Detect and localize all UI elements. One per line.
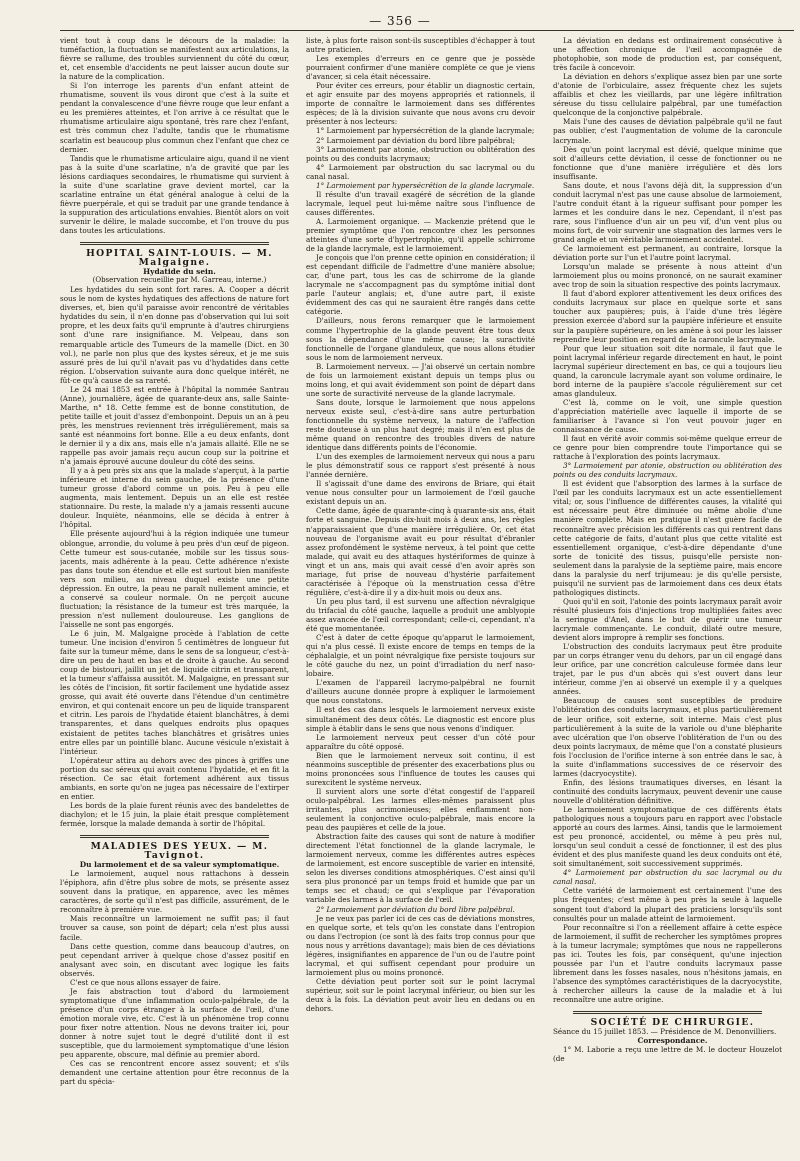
- paragraph: Ce larmoiement est permanent, au contraire, lorsque la déviation porte sur l'un et l'autre point lacrymal.: [553, 244, 782, 263]
- paragraph: L'examen de l'appareil lacrymo-palpébral ne fournit d'ailleurs aucune donnée propre à expliquer le larmoiement que nous constatons.: [306, 678, 535, 706]
- column-2: [306, 36, 535, 1148]
- subsection-heading: 3° Larmoiement par atonie, obstruction ou oblitération des points ou des conduits lacrymaux.: [553, 461, 782, 480]
- paragraph: Bien que le larmoiement nerveux soit continu, il est néanmoins susceptible de présenter des exacerbations plus ou moins prononcées sous l'influence de toutes les causes qui surexcitent le système nerveux.: [306, 750, 535, 787]
- section-divider: [80, 835, 269, 838]
- paragraph: Je conçois que l'on prenne cette opinion en considération; il est cependant difficile de l'admettre d'une manière absolue; car, d'une part, tous les cas de schirrome de la glande lacrymale ne s'accompagnent pas du symptôme initial dont parle l'auteur anglais; et, d'une autre part, il existe évidemment des cas qui ne sauraient être rangés dans cette catégorie.: [306, 253, 535, 317]
- list-item: 4° Larmoiement par obstruction du sac lacrymal ou du canal nasal.: [306, 162, 535, 181]
- paragraph: Pour éviter ces erreurs, pour établir un diagnostic certain, et agir ensuite par des moyens appropriés et rationnels, il importe de connaître le larmoiement dans ses différentes espèces; de là la division suivante que nous avons cru devoir présenter à nos lecteurs:: [306, 81, 535, 127]
- section-subtitle-larmoiement: Du larmoiement et de sa valeur symptomatique.: [79, 860, 280, 870]
- page-header: [0, 14, 800, 30]
- paragraph: Sans doute, lorsque le larmoiement que nous appelons nerveux existe seul, c'est-à-dire sans autre perturbation fonctionnelle du système nerveux, la nature de l'affection reste douteuse à un plus haut degré; mais il n'en est plus de même quand on rencontre des troubles divers de nature identique dans différents points de l'économie.: [306, 397, 535, 453]
- paragraph: Pour que leur situation soit dite normale, il faut que le point lacrymal inférieur regarde directement en haut, le point lacrymal supérieur directement en bas, ce qui a toujours lieu quand, la caroncule lacrymale ayant son volume ordinaire, le bord interne de la paupière s'accole régulièrement sur cet amas glanduleux.: [553, 343, 782, 398]
- section-title-hospital: HOPITAL SAINT-LOUIS. — M. Malgaigne.: [86, 248, 273, 269]
- paragraph: Si l'on interroge les parents d'un enfant atteint de rhumatisme, souvent ils vous diront que c'est à la suite et pendant la convalescence d'une fièvre rouge que leur enfant a eu les premières atteintes, et l'on arrive à ce résultat que le rhumatisme articulaire aigu spontané, très rare chez l'enfant, est très commun chez l'adulte, tandis que le rhumatisme scarlatin est beaucoup plus commun chez l'enfant que chez ce dernier.: [60, 81, 289, 154]
- paragraph: L'un des exemples de larmoiement nerveux qui nous a paru le plus démonstratif sous ce rapport s'est présenté à nous l'année dernière.: [306, 452, 535, 480]
- paragraph: Dans cette question, comme dans beaucoup d'autres, on peut cependant arriver à quelque chose d'assez positif en analysant avec soin, en discutant avec logique les faits observés.: [60, 941, 289, 978]
- paragraph: vient tout à coup dans le décours de la maladie: la tuméfaction, la fluctuation se manifestent aux articulations, la fièvre se rallume, des troubles surviennent du côté du cœur, et, cet ensemble d'accidents ne peut laisser aucun doute sur la nature de la complication.: [60, 36, 289, 82]
- paragraph: A. Larmoiement organique. — Mackenzie prétend que le premier symptôme que l'on rencontre chez les personnes atteintes d'une sorte d'hypertrophie, qu'il appelle schirrome de la glande lacrymale, est le larmoiement.: [306, 216, 535, 254]
- paragraph: Beaucoup de causes sont susceptibles de produire l'oblitération des conduits lacrymaux, et plus particulièrement de leur orifice, soit externe, soit interne. Mais c'est plus particulièrement à la suite de la variole ou d'une blépharite avec ulcération que l'on observe l'oblitération de l'un ou des deux points lacrymaux, de même que l'on a constaté plusieurs fois l'occlusion de l'orifice interne à son entrée dans le sac, à la suite d'inflammations successives de ce réservoir des larmes (dacryocystite).: [553, 696, 782, 778]
- paragraph: 1° M. Laborie a reçu une lettre de M. le docteur Houzelot (de: [553, 1045, 782, 1064]
- paragraph: Pour reconnaître si l'on a réellement affaire à cette espèce de larmoiement, il suffit de rechercher les symptômes propres à la tumeur lacrymale; symptômes que nous ne rappellerons pas ici. Toutes les fois, par conséquent, qu'une injection poussée par l'un et l'autre conduits lacrymaux passe librement dans les fosses nasales, nous n'hésitons jamais, en l'absence des symptômes caractéristiques de la dacryocystite, à rechercher ailleurs la cause de la maladie et à lui reconnaître une autre origine.: [553, 922, 782, 1004]
- subsection-heading: 2° Larmoiement par déviation du bord libre palpébral.: [316, 904, 515, 914]
- paragraph: Mais l'une des causes de déviation palpébrale qu'il ne faut pas oublier, c'est l'augmentation de volume de la caroncule lacrymale.: [553, 117, 782, 145]
- paragraph: Je fais abstraction tout d'abord du larmoiement symptomatique d'une inflammation oculo-palpébrale, de la présence d'un corps étranger à la surface de l'œil, d'une émotion morale vive, etc. C'est là un phénomène trop connu pour fixer notre attention. Nous ne devons traiter ici, pour donner à notre sujet tout le degré d'utilité dont il est susceptible, que du larmoiement symptomatique d'une lésion peu apparente, obscure, mal définie au premier abord.: [60, 986, 289, 1060]
- paragraph: Il faut en vérité avoir commis soi-même quelque erreur de ce genre pour bien comprendre toute l'importance qui se rattache à l'exploration des points lacrymaux.: [553, 434, 782, 462]
- list-item: 3° Larmoiement par atonie, obstruction ou oblitération des points ou des conduits lacrymaux;: [306, 144, 535, 163]
- paragraph: Le larmoiement symptomatique de ces différents états pathologiques nous a toujours paru en rapport avec l'obstacle apporté au cours des larmes. Ainsi, tandis que le larmoiement est peu prononcé, accidentel, ou même à peu près nul, lorsqu'un seul conduit a cessé de fonctionner, il est des plus évident et des plus manifeste quand les deux conduits ont été, soit simultanément, soit successivement supprimés.: [553, 804, 782, 869]
- paragraph: L'obstruction des conduits lacrymaux peut être produite par un corps étranger venu du dehors, par un cil engagé dans leur orifice, par une concrétion calculeuse formée dans leur trajet, par le pus d'un abcès qui s'est ouvert dans leur intérieur, comme j'en ai observé un exemple il y a quelques années.: [553, 642, 782, 697]
- paragraph: Mais reconnaître un larmoiement ne suffit pas; il faut trouver sa cause, son point de départ; cela n'est plus aussi facile.: [60, 914, 289, 942]
- paragraph: Sans doute, et nous l'avons déjà dit, la suppression d'un conduit lacrymal n'est pas une cause absolue de larmoiement, l'autre conduit étant à la rigueur suffisant pour pomper les larmes et les conduire dans le nez. Cependant, il n'est pas rare, sous l'influence d'un air un peu vif, d'un vent plus ou moins fort, de voir survenir une stagnation des larmes vers le grand angle et un véritable larmoiement accidentel.: [553, 180, 782, 245]
- column-1: [60, 36, 289, 1148]
- paragraph: Tandis que le rhumatisme articulaire aigu, quand il ne vient pas à la suite d'une scarlatine, n'a de gravité que par les lésions cardiaques secondaires, le rhumatisme qui survient à la suite d'une scarlatine grave devient mortel, car la scarlatine entraîne un état général analogue à celui de la fièvre puerpérale, et qui se traduit par une grande tendance à la suppuration des articulations envahies. Bientôt alors on voit survenir le délire, le malade succombe, et l'on trouve du pus dans toutes les articulations.: [60, 153, 289, 235]
- paragraph: Dès qu'un point lacrymal est dévié, quelque minime que soit d'ailleurs cette déviation, il cesse de fonctionner ou ne fonctionne que d'une manière irrégulière et dès lors insuffisante.: [553, 144, 782, 181]
- paragraph: Le larmoiement, auquel nous rattachons à dessein l'épiphora, afin d'être plus sobre de mots, se présente assez souvent dans la pratique, en apparence, avec les mêmes caractères, de sorte qu'il n'est pas difficile, assurément, de le reconnaître à première vue.: [60, 869, 289, 915]
- paragraph: C'est ce que nous allons essayer de faire.: [70, 977, 221, 987]
- paragraph: Un peu plus tard, il est survenu une affection névralgique du trifacial du côté gauche, laquelle a produit une amblyopie assez avancée de l'œil correspondant; celle-ci, cependant, n'a été que momentanée.: [306, 596, 535, 634]
- paragraph: L'opérateur attira au dehors avec des pinces à griffes une portion du sac séreux qui avait contenu l'hydatide, et en fit la résection. Ce sac était fortement adhérent aux tissus ambiants, en sorte qu'on ne jugea pas nécessaire de l'extirper en entier.: [60, 755, 289, 801]
- paragraph: Les exemples d'erreurs en ce genre que je possède pourraient confirmer d'une manière complète ce que je viens d'avancer, si cela était nécessaire.: [306, 54, 535, 82]
- paragraph: C'est à dater de cette époque qu'apparut le larmoiement, qui n'a plus cessé. Il existe encore de temps en temps de la céphalalgie, et un point névralgique fixe persiste toujours sur le côté gauche du nez, un point d'irradiation du nerf naso-lobaire.: [306, 633, 535, 679]
- paragraph: D'ailleurs, nous ferons remarquer que le larmoiement comme l'hypertrophie de la glande peuvent être tous deux sous la dépendance d'une même cause; la suractivité fonctionnelle de l'organe glanduleux, que nous allons étudier sous le nom de larmoiement nerveux.: [306, 316, 535, 362]
- session-line: Séance du 15 juillet 1853. — Présidence de M. Denonvilliers.: [553, 1027, 777, 1037]
- paragraph: Il est des cas dans lesquels le larmoiement nerveux existe simultanément des deux côtés. Le diagnostic est encore plus simple à établir dans le sens que nous venons d'indiquer.: [306, 705, 535, 733]
- list-item: 2° Larmoiement par déviation du bord libre palpébral;: [316, 135, 516, 145]
- paragraph: Le larmoiement nerveux peut cesser d'un côté pour apparaître du côté opposé.: [306, 732, 535, 751]
- paragraph: Cette dame, âgée de quarante-cinq à quarante-six ans, était forte et sanguine. Depuis dix-huit mois à deux ans, les règles n'apparaissaient que d'une manière irrégulière. Or, cet état nouveau de l'organisme avait eu pour résultat d'ébranler assez profondément le système nerveux, à tel point que cette malade, qui avait eu des attaques hystériformes de quinze à vingt et un ans, mais qui avait cessé d'en avoir après son mariage, fut prise de nouveau d'hystérie parfaitement caractérisée à l'époque où la menstruation cessa d'être régulière, c'est-à-dire il y a dix-huit mois ou deux ans.: [306, 506, 535, 597]
- paragraph: Cette variété de larmoiement est certainement l'une des plus fréquentes; c'est même à peu près la seule à laquelle songent tout d'abord la plupart des praticiens lorsqu'ils sont consultés pour un malade atteint de larmoiement.: [553, 886, 782, 923]
- paragraph: Il résulte d'un travail exagéré de sécrétion de la glande lacrymale, lequel peut lui-même naître sous l'influence de causes différentes.: [306, 189, 535, 217]
- paragraph: Les hydatides du sein sont fort rares. A. Cooper a décrit sous le nom de kystes hydatiques des affections de nature fort diverses, et, bien qu'il paraisse avoir rencontré de véritables hydatides du sein, il n'en donne pas d'observation qui lui soit propre, et les deux faits qu'il emprunte à d'autres chirurgiens sont d'une rare insignifiance. M. Velpeau, dans son remarquable article des Tumeurs de la mamelle (Dict. en 30 vol.), ne parle non plus que des kystes séreux, et je me suis assuré près de lui qu'il n'avait pas vu d'hydatides dans cette région. L'observation suivante aura donc quelque intérêt, ne fût-ce qu'à cause de sa rareté.: [60, 285, 289, 385]
- observation-credit: (Observation recueillie par M. Garreau, interne.): [92, 276, 267, 285]
- paragraph: B. Larmoiement nerveux. — J'ai observé un certain nombre de fois un larmoiement existant depuis un temps plus ou moins long, et qui avait évidemment son point de départ dans une sorte de suractivité nerveuse de la glande lacrymale.: [306, 361, 535, 398]
- paragraph: Ces cas se rencontrent encore assez souvent; et s'ils demandent une certaine attention pour être reconnus de la part du spécia-: [60, 1059, 289, 1087]
- paragraph: C'est là, comme on le voit, une simple question d'appréciation matérielle avec laquelle il importe de se familiariser à l'avance si l'on veut pouvoir juger en connaissance de cause.: [553, 397, 782, 435]
- section-title-eyes: MALADIES DES YEUX. — M. Tavignot.: [90, 841, 269, 862]
- paragraph: Le 24 mai 1853 est entrée à l'hôpital la nommée Santrau (Anne), journalière, âgée de quarante-deux ans, salle Sainte-Marthe, n° 18. Cette femme est de bonne constitution, de petite taille et jouit d'assez d'embonpoint. Depuis un an à peu près, les menstrues reviennent très irrégulièrement, mais sa santé est néanmoins fort bonne. Elle a eu deux enfants, dont le dernier il y a dix ans, mais elle n'a jamais allaité. Elle ne se rappelle pas avoir jamais reçu aucun coup sur la poitrine et n'a jamais éprouvé aucune douleur du côté des seins.: [60, 384, 289, 467]
- subsection-heading: 4° Larmoiement par obstruction du sac lacrymal ou du canal nasal.: [553, 868, 782, 887]
- section-title-society: SOCIÉTÉ DE CHIRURGIE.: [590, 1017, 755, 1029]
- paragraph: Il est évident que l'absorption des larmes à la surface de l'œil par les conduits lacrymaux est un acte essentiellement vital; or, sous l'influence de différentes causes, la vitalité qui est nécessaire peut être diminuée ou même abolie d'une manière complète. Mais en pratique il n'est guère facile de reconnaître avec précision les différents cas qui rentrent dans cette catégorie de faits, d'autant plus que cette vitalité est essentiellement organique, c'est-à-dire dépendante d'une sorte de tonicité des tissus, puisqu'elle persiste non-seulement dans la paralysie de la septième paire, mais encore dans la paralysie du nerf trijumeau: je dis qu'elle persiste, puisqu'il ne survient pas de larmoiement dans ces deux états pathologiques distincts.: [553, 479, 782, 597]
- column-3: [553, 36, 782, 1148]
- paragraph: liste, à plus forte raison sont-ils susceptibles d'échapper à tout autre praticien.: [306, 36, 535, 55]
- paragraph: Je ne veux pas parler ici de ces cas de déviations monstres, en quelque sorte, et tels qu'on les constate dans l'entropion ou dans l'ectropion (ce sont là des faits trop connus pour que nous nous y arrêtions davantage); mais bien de ces déviations légères, insignifiantes en apparence de l'un ou de l'autre point lacrymal, et qui suffisent cependant pour produire un larmoiement plus ou moins prononcé.: [306, 913, 535, 977]
- paragraph: Le 6 juin, M. Malgaigne procède à l'ablation de cette tumeur. Une incision d'environ 5 centimètres de longueur fut faite sur la tumeur même, dans le sens de sa longueur, c'est-à-dire un peu de haut en bas et de droite à gauche. Au second coup de bistouri, jaillit un jet de liquide citrin et transparent, et la tumeur s'affaissa aussitôt. M. Malgaigne, en pressant sur les côtés de l'incision, fit sortir facilement une hydatide assez grosse, qui avait été ouverte dans l'étendue d'un centimètre environ, et qui contenait encore un peu de liquide transparent et citrin. Les parois de l'hydatide étaient blanchâtres, à demi transparentes, et dans quelques endroits plus opaques existaient de petites taches blanchâtres et grisâtres unies entre elles par un pointillé blanc. Aucune vésicule n'existait à l'intérieur.: [60, 629, 289, 756]
- paragraph: Cette déviation peut porter soit sur le point lacrymal supérieur, soit sur le point lacrymal inférieur, ou bien sur les deux à la fois. La déviation peut avoir lieu en dedans ou en dehors.: [306, 976, 535, 1014]
- paragraph: Quoi qu'il en soit, l'atonie des points lacrymaux paraît avoir résulté plusieurs fois d'injections trop multipliées faites avec la seringue d'Anel, dans le but de guérir une tumeur lacrymale commençante. Le conduit, dilaté outre mesure, devient alors impropre à remplir ses fonctions.: [553, 596, 782, 643]
- paragraph: Les bords de la plaie furent réunis avec des bandelettes de diachylon; et le 15 juin, la plaie était presque complètement fermée, lorsque la malade demanda à sortir de l'hôpital.: [60, 800, 289, 828]
- list-item: 1° Larmoiement par hypersécrétion de la glande lacrymale;: [316, 126, 535, 136]
- section-divider: [573, 1011, 762, 1014]
- paragraph: Il s'agissait d'une dame des environs de Briare, qui était venue nous consulter pour un larmoiement de l'œil gauche existant depuis un an.: [306, 479, 535, 507]
- section-subtitle-hydatide: Hydatide du sein.: [143, 267, 216, 277]
- paragraph: La déviation en dehors s'explique assez bien par une sorte d'atonie de l'orbiculaire, assez fréquente chez les sujets affaiblis et chez les vieillards, par une légère infiltration séreuse du tissu cellulaire palpébral, par une tuméfaction quelconque de la conjonctive palpébrale.: [553, 72, 782, 118]
- subsection-heading: 1° Larmoiement par hypersécrétion de la glande lacrymale.: [316, 180, 535, 190]
- paragraph: Enfin, des lésions traumatiques diverses, en lésant la continuité des conduits lacrymaux, peuvent devenir une cause nouvelle d'oblitération définitive.: [553, 777, 782, 805]
- paragraph: Il y a à peu près six ans que la malade s'aperçut, à la partie inférieure et interne du sein gauche, de la présence d'une tumeur grosse d'abord comme un pois. Peu à peu elle augmenta, mais lentement. Depuis un an elle est restée stationnaire. Du reste, la malade n'y a jamais ressenti aucune douleur. Inquiète, néanmoins, elle se décida à entrer à l'hôpital.: [60, 466, 289, 530]
- paragraph: La déviation en dedans est ordinairement consécutive à une affection chronique de l'œil accompagnée de photophobie, son mode de production est, par conséquent, très facile à concevoir.: [553, 36, 782, 73]
- paragraph: Elle présente aujourd'hui à la région indiquée une tumeur oblongue, arrondie, du volume à peu près d'un œuf de pigeon. Cette tumeur est sous-cutanée, mobile sur les tissus sous-jacents, mais adhérente à la peau. Cette adhérence n'existe pas dans toute son étendue et elle est surtout bien manifeste vers son milieu, au niveau duquel existe une petite dépression. En outre, la peau ne paraît nullement amincie, et a conservé sa couleur normale. On ne perçoit aucune fluctuation; la résistance de la tumeur est très marquée, la pression n'est nullement douloureuse. Les ganglions de l'aisselle ne sont pas engorgés.: [60, 529, 289, 629]
- section-divider: [80, 242, 269, 245]
- paragraph: Lorsqu'un malade se présente à nous atteint d'un larmoiement plus ou moins prononcé, on ne saurait examiner avec trop de soin la situation respective des points lacrymaux.: [553, 262, 782, 290]
- paragraph: Il faut d'abord explorer attentivement les deux orifices des conduits lacrymaux sur place en quelque sorte et sans toucher aux paupières; puis, à l'aide d'une très légère pression exercée d'abord sur la paupière inférieure et ensuite sur la paupière supérieure, on les amène à soi pour les laisser reprendre leur position en regard de la caroncule lacrymale.: [553, 289, 782, 344]
- paragraph: Il survient alors une sorte d'état congestif de l'appareil oculo-palpébral. Les larmes elles-mêmes paraissent plus irritantes, plus acrimonieuses; elles enflamment non-seulement la conjonctive oculo-palpébrale, mais encore la peau des paupières et celle de la joue.: [306, 786, 535, 833]
- correspondence-heading: Correspondance.: [637, 1036, 708, 1046]
- paragraph: Abstraction faite des causes qui sont de nature à modifier directement l'état fonctionnel de la glande lacrymale, le larmoiement nerveux, comme les différentes autres espèces de larmoiement, est encore susceptible de varier en intensité, selon les diverses conditions atmosphériques. C'est ainsi qu'il sera plus prononcé par un temps froid et humide que par un temps sec et chaud; ce qui s'explique par l'évaporation variable des larmes à la surface de l'œil.: [306, 832, 535, 905]
- page-number: — 356 —: [369, 14, 431, 28]
- header-rule: [60, 30, 794, 31]
